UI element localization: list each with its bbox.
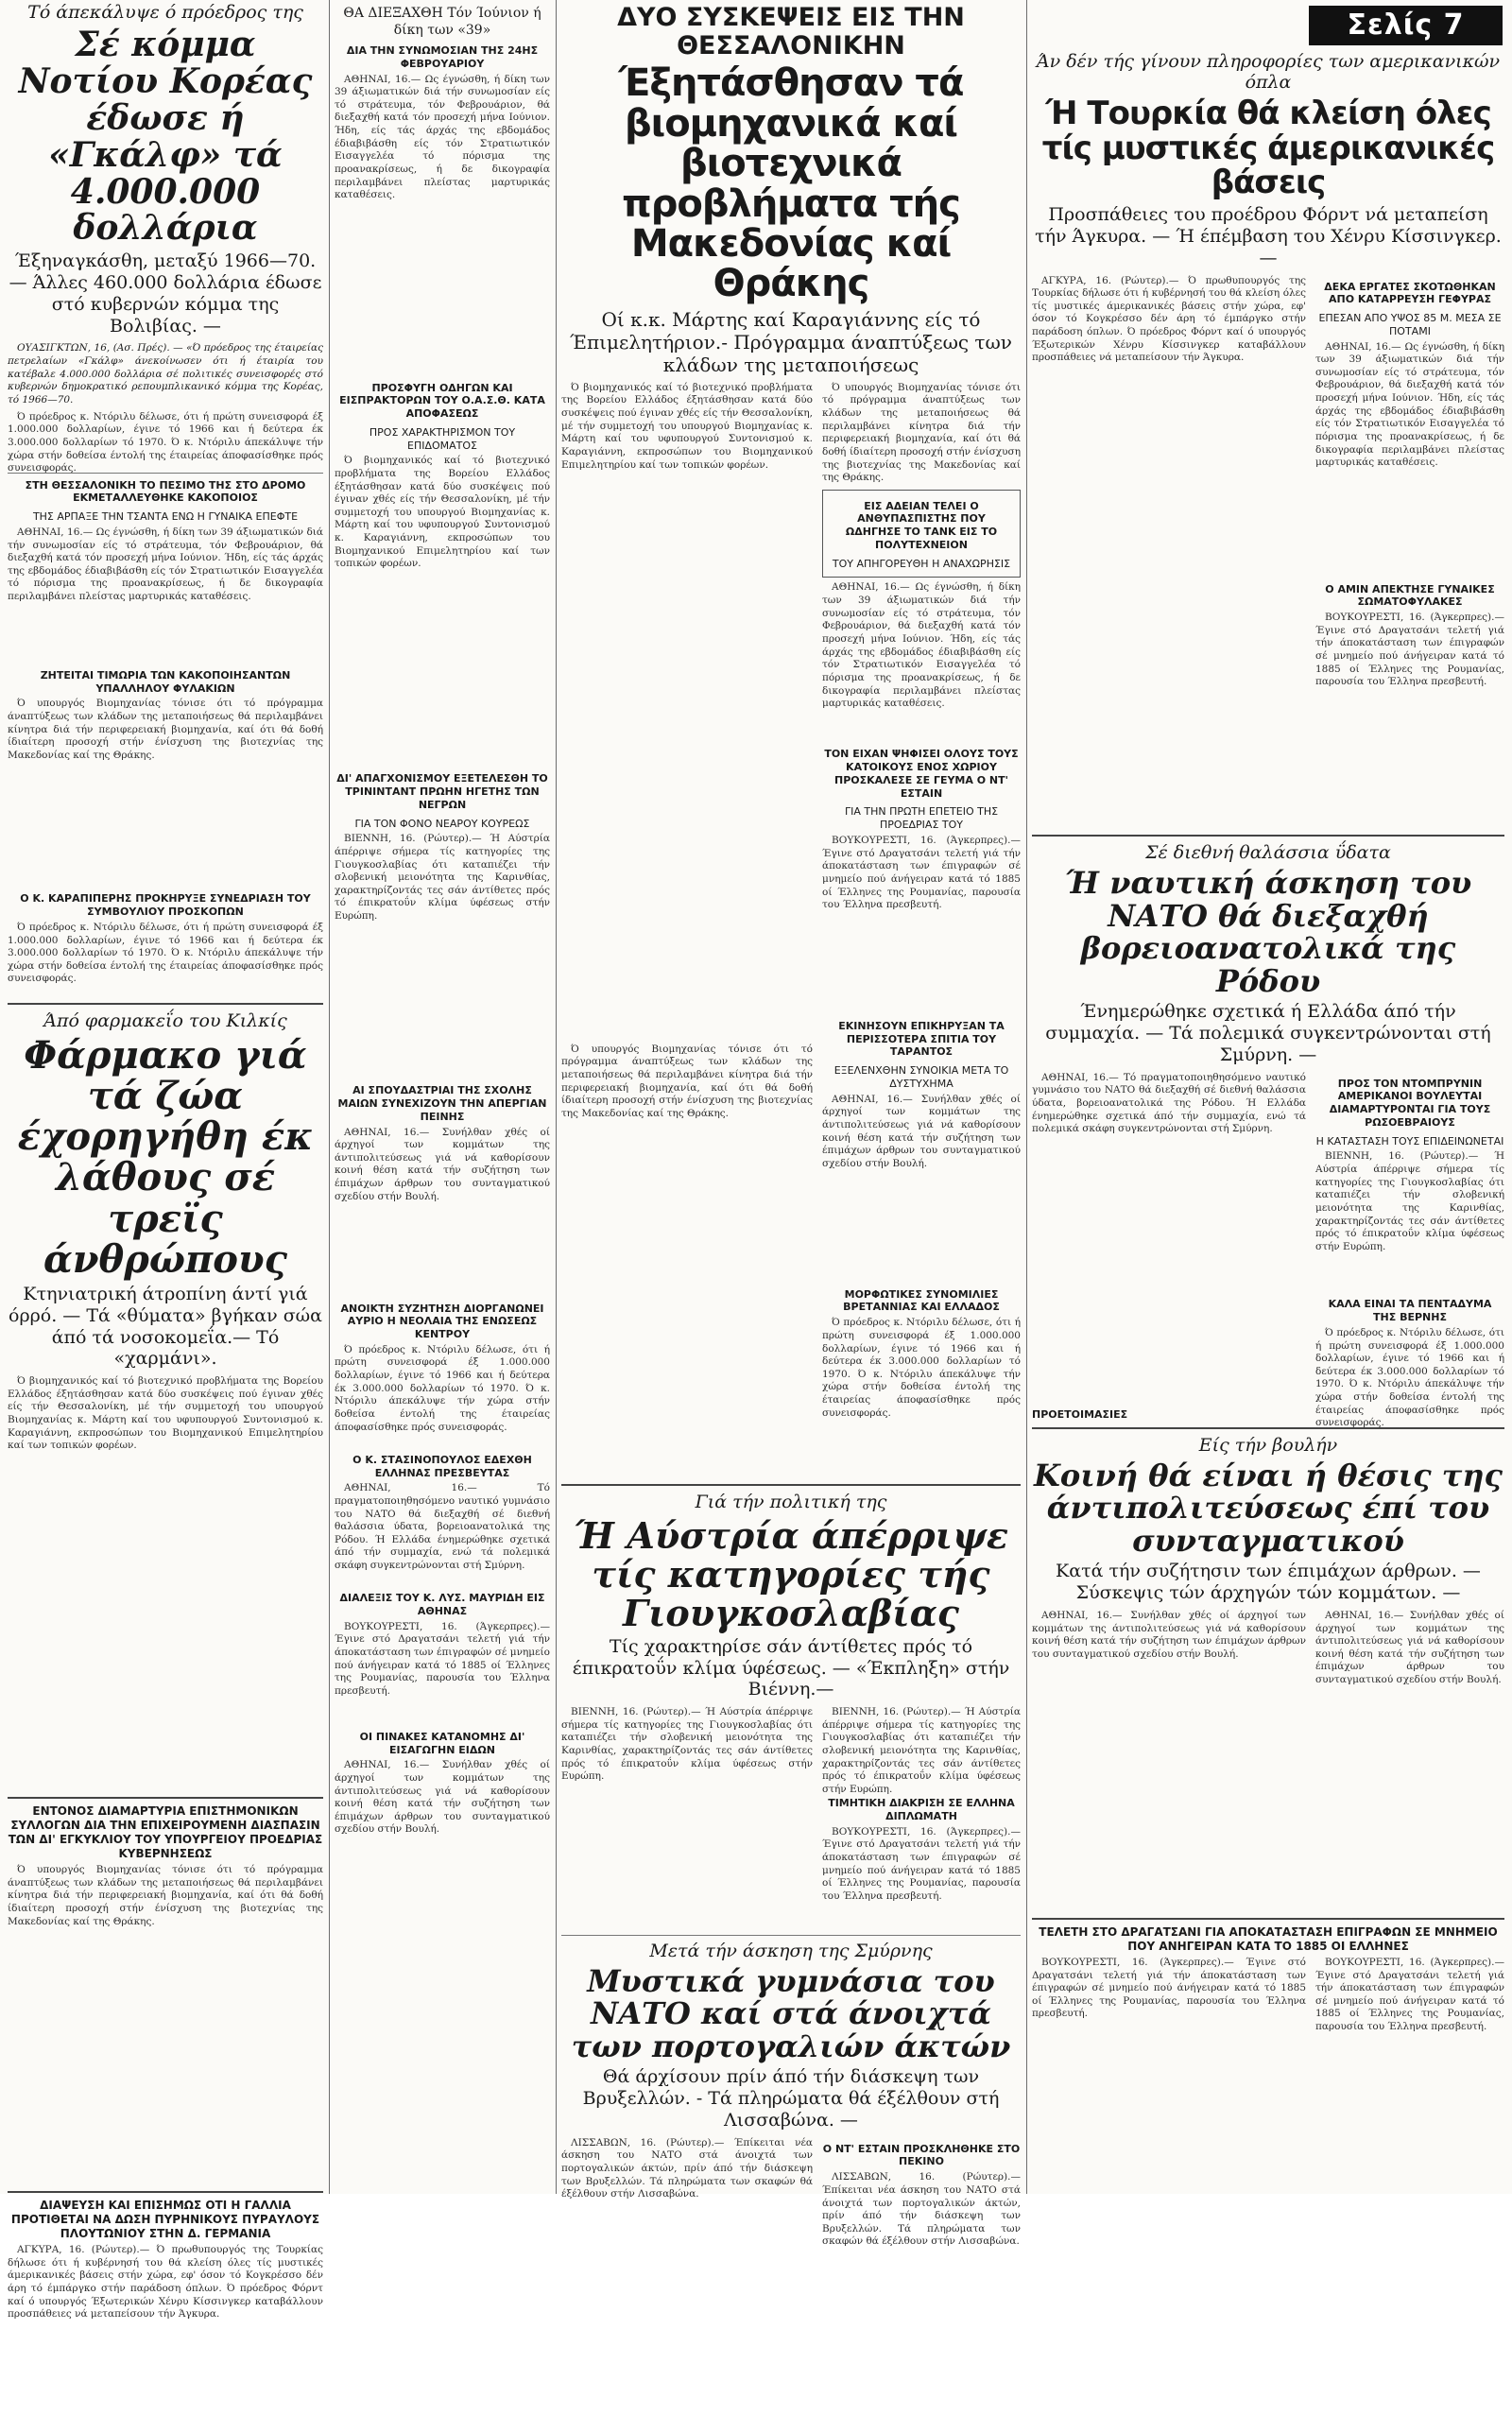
article-body: ΑΓΚΥΡΑ, 16. (Ρώυτερ).— Ό πρωθυπουργός της Τουρκίας δήλωσε ότι ή κυβέρνησή του θά κλείση όλες τίς μυστικές άμερικανικές βάσεις στήν χώρα, εφ' όσον τό Κογκρέσσο δέν άρη τό έμπάργκο στήν παράδοση όπλων. Ό πρόεδρος Φόρντ καί ό υπουργός Έξωτερικών Χένρυ Κίσσινγκερ καταβάλλουν προσπάθειες νά μεταπείσουν τήν Άγκυρα. [1032, 274, 1306, 364]
sub-headline: ΔΕΚΑ ΕΡΓΑΤΕΣ ΣΚΟΤΩΘΗΚΑΝ ΑΠΟ ΚΑΤΑΡΡΕΥΣΗ ΓΕΦΥΡΑΣ [1324, 280, 1496, 306]
article-body: Ό υπουργός Βιομηχανίας τόνισε ότι τό πρόγραμμα άναπτύξεως των κλάδων της μεταποιήσεως θά περιλαμβάνει κίνητρα διά τήν περιφερειακή βιομηχανία, καί ότι θά δοθή ίδιαίτερη προσοχή στήν ένίσχυση της βιοτεχνίας της Μακεδονίας καί της Θράκης. [561, 1043, 813, 1119]
column-rule [1026, 0, 1027, 2194]
sub-headline: Ο ΑΜΙΝ ΑΠΕΚΤΗΣΕ ΓΥΝΑΙΚΕΣ ΣΩΜΑΤΟΦΥΛΑΚΕΣ [1325, 582, 1495, 609]
center-split-2 [561, 1706, 1021, 1930]
center-right-2 [822, 1706, 1021, 1930]
article-body: ΑΘΗΝΑΙ, 16.— Συνήλθαν χθές οί άρχηγοί των κομμάτων της άντιπολιτεύσεως γιά νά καθορίσουν κοινή θέση κατά τήν συζήτηση των έπιμάχων άρθρων του συνταγματικού σχεδίου στήν Βουλή. [1032, 1609, 1306, 1660]
boxed-story [822, 490, 1021, 578]
kicker: Άπό φαρμακεΐο του Κιλκίς [43, 1009, 287, 1031]
article-body: ΒΟΥΚΟΥΡΕΣΤΙ, 16. (Άγκερπρες).— Έγινε στό Δραγατσάνι τελετή γιά τήν άποκατάσταση των έπιγραφών σέ μνημείο πού άνήγειραν κατά τό 1885 οί Έλληνες της Ρουμανίας, παρουσία του Έλληνα πρεσβευτή. [1032, 1956, 1306, 2020]
dateline: ΟΥΑΣΙΓΚΤΩΝ, 16, (Ασ. Πρές). — «Ό πρόεδρος της έταιρείας πετρελαίων «Γκάλφ» άνεκοίνωσεν ότι ή έταιρία του κατέβαλε 4.000.000 δολλάρια σέ πολιτικές συνεισφορές στό κυβερνών δημοκρατικό ρεπουμπλικανικό κόμμα της Κορέας, τό 1966—70. [8, 342, 323, 406]
center-right-3 [822, 2137, 1021, 2286]
sub-headline: ΕΠΕΣΑΝ ΑΠΟ ΥΨΟΣ 85 Μ. ΜΕΣΑ ΣΕ ΠΟΤΑΜΙ [1318, 312, 1502, 337]
sub-headline: ΤΗΣ ΑΡΠΑΞΕ ΤΗΝ ΤΣΑΝΤΑ ΕΝΩ Η ΓΥΝΑΙΚΑ ΕΠΕΦΤΕ [32, 510, 299, 524]
article-body: ΛΙΣΣΑΒΩΝ, 16. (Ρώυτερ).— Έπίκειται νέα άσκηση του ΝΑΤΟ στά άνοιχτά των πορτογαλικών άκτών, πρίν άπό τήν διάσκεψη των Βρυξελλών. Τά πληρώματα των σκαφών θά έξέλθουν στήν Λισσαβώνα. [561, 2136, 813, 2200]
kicker: Σέ διεθνή θαλάσσια ΰδατα [1145, 842, 1391, 864]
headline: Ή Τουρκία θά κλείση όλες τίς μυστικές άμερικανικές βάσεις [1041, 95, 1495, 202]
sub-headline: ΘΑ ΔΙΕΞΑΧΘΗ Τόν Ίούνιον ή δίκη των «39» [343, 6, 541, 38]
article-body: ΑΘΗΝΑΙ, 16.— Ως έγνώσθη, ή δίκη των 39 άξιωματικών διά τήν συνωμοσίαν είς τό στράτευμα, τόν Φεβρουάριον, θά διεξαχθή κατά τόν προσεχή μήνα Ιούνιον. Ήδη, είς τάς άρχάς της εβδομάδος έδιαβιβάσθη είς τόν Στρατιωτικόν Εισαγγελέα τό πόρισμα της προανακρίσεως, ή δε δικογραφία περιλαμβάνει πλείστας μαρτυρικάς καταθέσεις. [822, 581, 1021, 710]
article-body: ΒΟΥΚΟΥΡΕΣΤΙ, 16. (Άγκερπρες).— Έγινε στό Δραγατσάνι τελετή γιά τήν άποκατάσταση των έπιγραφών σέ μνημείο πού άνήγειραν κατά τό 1885 οί Έλληνες της Ρουμανίας, παρουσία του Έλληνα πρεσβευτή. [1315, 612, 1504, 688]
divider [1032, 835, 1504, 837]
center-split-3 [561, 2137, 1021, 2286]
kicker: Τό άπεκάλυψε ό πρόεδρος της [27, 2, 303, 23]
article-body: ΒΟΥΚΟΥΡΕΣΤΙ, 16. (Άγκερπρες).— Έγινε στό Δραγατσάνι τελετή γιά τήν άποκατάσταση των έπιγραφών σέ μνημείο πού άνήγειραν κατά τό 1885 οί Έλληνες της Ρουμανίας, παρουσία του Έλληνα πρεσβευτή. [822, 1825, 1021, 1902]
kicker: Μετά τήν άσκηση της Σμύρνης [649, 1940, 933, 1961]
column-1 [8, 0, 323, 2321]
sub-headline: ΤΟΥ ΑΠΗΓΟΡΕΥΘΗ Η ΑΝΑΧΩΡΗΣΙΣ [832, 557, 1011, 570]
article-body: ΑΘΗΝΑΙ, 16.— Συνήλθαν χθές οί άρχηγοί των κομμάτων της άντιπολιτεύσεως γιά νά καθορίσουν κοινή θέση κατά τήν συζήτηση των έπιμάχων άρθρων του συνταγματικού σχεδίου στήν Βουλή. [335, 1126, 550, 1202]
kicker: Άν δέν τής γίνουν πληροφορίες των αμερικανικών όπλα [1036, 51, 1501, 93]
page-number-badge: Σελίς 7 [1309, 6, 1503, 45]
sub-headline: ΕΝΤΟΝΟΣ ΔΙΑΜΑΡΤΥΡΙΑ ΕΠΙΣΤΗΜΟΝΙΚΩΝ ΣΥΛΛΟΓΩΝ ΔΙΑ ΤΗΝ ΕΠΙΧΕΙΡΟΥΜΕΝΗ ΔΙΑΣΠΑΣΙΝ ΤΩΝ ΔΙ' ΕΓΚΥΚΛΙΟΥ ΤΟΥ ΥΠΟΥΡΓΕΙΟΥ ΠΡΟΕΔΡΙΑΣ ΚΥΒΕΡΝΗΣΕΩΣ [8, 1804, 323, 1861]
sub-headline: ΕΚΙΝΗΣΟΥΝ ΕΠΙΚΗΡΥΞΑΝ ΤΑ ΠΕΡΙΣΣΟΤΕΡΑ ΣΠΙΤΙΑ ΤΟΥ ΤΑΡΑΝΤΟΣ [838, 1019, 1005, 1059]
article-body: ΒΙΕΝΝΗ, 16. (Ρώυτερ).— Ή Αύστρία άπέρριψε σήμερα τίς κατηγορίες της Γιουγκοσλαβίας ότι καταπιέζει τήν σλοβενική μειονότητα της Καρινθίας, χαρακτηρίζοντάς τες σάν άντίθετες πρός τό έπικρατοΰν κλίμα ύφέσεως στήν Ευρώπη. [335, 833, 550, 923]
sub-headline: Ο Κ. ΣΤΑΣΙΝΟΠΟΥΛΟΣ ΕΔΕΧΘΗ ΕΛΛΗΝΑΣ ΠΡΕΣΒΕΥΤΑΣ [352, 1453, 532, 1479]
right-sidebar [1315, 275, 1504, 830]
sub-headline: ΠΡΟΕΤΟΙΜΑΣΙΕΣ [1032, 1407, 1128, 1421]
deck: Κτηνιατρική άτροπίνη άντί γιά όρρό. — Τά «θύματα» βγήκαν σώα άπό τά νοσοκομεΐα.— Τό «χαρμάνι». [9, 1284, 322, 1370]
article-body: ΑΘΗΝΑΙ, 16.— Συνήλθαν χθές οί άρχηγοί των κομμάτων της άντιπολιτεύσεως γιά νά καθορίσουν κοινή θέση κατά τήν συζήτηση των έπιμάχων άρθρων του συνταγματικού σχεδίου στήν Βουλή. [1315, 1609, 1504, 1686]
divider [8, 1003, 323, 1005]
sub-headline: ΠΡΟΣ ΧΑΡΑΚΤΗΡΙΣΜΟΝ ΤΟΥ ΕΠΙΔΟΜΑΤΟΣ [369, 425, 516, 452]
kicker: Είς τήν βουλήν [1198, 1434, 1338, 1456]
headline: ΔΥΟ ΣΥΣΚΕΨΕΙΣ ΕΙΣ ΤΗΝ ΘΕΣΣΑΛΟΝΙΚΗΝ [617, 3, 965, 60]
right-split [1032, 275, 1504, 830]
deck: Ένημερώθηκε σχετικά ή Ελλάδα άπό τήν συμμαχία. — Τά πολεμικά συγκεντρώνονται στή Σμύρνη. — [1045, 1001, 1491, 1065]
article-body: Ό βιομηχανικός καί τό βιοτεχνικό προβλήματα της Βορείου Ελλάδος έξητάσθησαν κατά δύο συσκέψεις πού έγιναν χθές είς τήν Θεσσαλονίκη, μέ τήν συμμετοχή του υπουργού Βιομηχανίας κ. Μάρτη καί του υφυπουργού Συντονισμού κ. Καραγιάννη, εκπροσώπων του Βιομηχανικού Επιμελητηρίου καί των τοπικών φορέων. [561, 381, 813, 471]
headline: Φάρμακο γιά τά ζώα έχορηγήθη έκ λάθους σέ τρεϊς άνθρώπους [17, 1032, 314, 1282]
column-center [561, 0, 1021, 2248]
sub-headline: ΔΙΑΨΕΥΣΗ ΚΑΙ ΕΠΙΣΗΜΩΣ ΟΤΙ Η ΓΑΛΛΙΑ ΠΡΟΤΙΘΕΤΑΙ ΝΑ ΔΩΣΗ ΠΥΡΗΝΙΚΟΥΣ ΠΥΡΑΥΛΟΥΣ ΠΛΟΥΤΩΝΙΟΥ ΣΤΗΝ Δ. ΓΕΡΜΑΝΙΑ [10, 2199, 320, 2241]
article-body: ΑΘΗΝΑΙ, 16.— Ως έγνώσθη, ή δίκη των 39 άξιωματικών διά τήν συνωμοσίαν είς τό στράτευμα, τόν Φεβρουάριον, θά διεξαχθή κατά τόν προσεχή μήνα Ιούνιον. Ήδη, είς τάς άρχάς της εβδομάδος έδιαβιβάσθη είς τόν Στρατιωτικόν Εισαγγελέα τό πόρισμα της προανακρίσεως, ή δε δικογραφία περιλαμβάνει πλείστας μαρτυρικάς καταθέσεις. [8, 526, 323, 603]
divider [8, 2191, 323, 2193]
sub-headline: ΓΙΑ ΤΗΝ ΠΡΩΤΗ ΕΠΕΤΕΙΟ ΤΗΣ ΠΡΟΕΔΡΙΑΣ ΤΟΥ [844, 805, 999, 832]
divider [8, 1797, 323, 1799]
article-body: ΒΟΥΚΟΥΡΕΣΤΙ, 16. (Άγκερπρες).— Έγινε στό Δραγατσάνι τελετή γιά τήν άποκατάσταση των έπιγραφών σέ μνημείο πού άνήγειραν κατά τό 1885 οί Έλληνες της Ρουμανίας, παρουσία του Έλληνα πρεσβευτή. [1315, 1956, 1504, 2033]
deck: Κατά τήν συζήτησιν των έπιμάχων άρθρων. — Σύσκεψις τών άρχηγών τών κομμάτων. — [1056, 1561, 1481, 1604]
article-body: Ό βιομηχανικός καί τό βιοτεχνικό προβλήματα της Βορείου Ελλάδος έξητάσθησαν κατά δύο συσκέψεις πού έγιναν χθές είς τήν Θεσσαλονίκη, μέ τήν συμμετοχή του υπουργού Βιομηχανίας κ. Μάρτη καί του υφυπουργού Συντονισμού κ. Καραγιάννη, εκπροσώπων του Βιομηχανικού Επιμελητηρίου καί των τοπικών φορέων. [335, 455, 550, 570]
article-body: Ό πρόεδρος κ. Ντόριλυ δέλωσε, ότι ή πρώτη συνεισφορά έξ 1.000.000 δολλαρίων, έγινε τό 1966 και ή δεύτερα έκ 3.000.000 δολλαρίων τό 1970. Ό κ. Ντόριλυ άπεκάλυψε τήν χώρα στήν δοθείσα έντολή της έταιρείας άποφασίσθηκε πρός συνεισφοράς. [335, 1343, 550, 1433]
center-left [561, 382, 813, 1478]
deck: Οί κ.κ. Μάρτης καί Καραγιάννης είς τό Έπιμελητήριον.- Πρόγραμμα άναπτύξεως των κλάδων της μεταποιήσεως [570, 307, 1012, 376]
sub-headline: ΓΙΑ ΤΟΝ ΦΟΝΟ ΝΕΑΡΟΥ ΚΟΥΡΕΩΣ [354, 817, 530, 830]
article-body: Ό πρόεδρος κ. Ντόριλυ δέλωσε, ότι ή πρώτη συνεισφορά έξ 1.000.000 δολλαρίων, έγινε τό 1966 και ή δεύτερα έκ 3.000.000 δολλαρίων τό 1970. Ό κ. Ντόριλυ άπεκάλυψε τήν χώρα στήν δοθείσα έντολή της έταιρείας άποφασίσθηκε πρός συνεισφοράς. [822, 1317, 1021, 1419]
sub-headline: ΔΙΑΛΕΞΙΣ ΤΟΥ Κ. ΛΥΣ. ΜΑΥΡΙΔΗ ΕΙΣ ΑΘΗΝΑΣ [339, 1592, 545, 1617]
article-body: ΑΘΗΝΑΙ, 16.— Συνήλθαν χθές οί άρχηγοί των κομμάτων της άντιπολιτεύσεως γιά νά καθορίσουν κοινή θέση κατά τήν συζήτηση των έπιμάχων άρθρων του συνταγματικού σχεδίου στήν Βουλή. [335, 1759, 550, 1836]
sub-headline: ΤΟΝ ΕΙΧΑΝ ΨΗΦΙΣΕΙ ΟΛΟΥΣ ΤΟΥΣ ΚΑΤΟΙΚΟΥΣ ΕΝΟΣ ΧΩΡΙΟΥ ΠΡΟΣΚΑΛΕΣΕ ΣΕ ΓΕΥΜΑ Ο ΝΤ' ΕΣΤΑΙΝ [824, 748, 1019, 800]
column-rule [329, 0, 330, 2194]
sub-headline: ΑΙ ΣΠΟΥΔΑΣΤΡΙΑΙ ΤΗΣ ΣΧΟΛΗΣ ΜΑΙΩΝ ΣΥΝΕΧΙΖΟΥΝ ΤΗΝ ΑΠΕΡΓΙΑΝ ΠΕΙΝΗΣ [337, 1084, 547, 1123]
divider [561, 1935, 1021, 1936]
divider [561, 1484, 1021, 1486]
sub-headline: ΚΑΛΑ ΕΙΝΑΙ ΤΑ ΠΕΝΤΑΔΥΜΑ ΤΗΣ ΒΕΡΝΗΣ [1328, 1298, 1492, 1324]
sub-headline: ΠΡΟΣ ΤΟΝ ΝΤΟΜΠΡΥΝΙΝ ΑΜΕΡΙΚΑΝΟΙ ΒΟΥΛΕΥΤΑΙ ΔΙΑΜΑΡΤΥΡΟΝΤΑΙ ΓΙΑ ΤΟΥΣ ΡΩΣΟΕΒΡΑΙΟΥΣ [1329, 1077, 1491, 1129]
sub-headline: Η ΚΑΤΑΣΤΑΣΗ ΤΟΥΣ ΕΠΙΔΕΙΝΩΝΕΤΑΙ [1315, 1134, 1504, 1147]
article-body: Ό πρόεδρος κ. Ντόριλυ δέλωσε, ότι ή πρώτη συνεισφορά έξ 1.000.000 δολλαρίων, έγινε τό 1966 και ή δεύτερα έκ 3.000.000 δολλαρίων τό 1970. Ό κ. Ντόριλυ άπεκάλυψε τήν χώρα στήν δοθείσα έντολή της έταιρείας άποφασίσθηκε πρός συνεισφοράς. [8, 921, 323, 985]
right-sidebar-2 [1315, 1072, 1504, 1429]
headline: Έξητάσθησαν τά βιομηχανικά καί βιοτεχνικά προβλήματα τής Μακεδονίας καί Θράκης [618, 61, 964, 306]
sub-headline: ΠΡΟΣΦΥΓΗ ΟΔΗΓΩΝ ΚΑΙ ΕΙΣΠΡΑΚΤΟΡΩΝ ΤΟΥ Ο.Α.Σ.Θ. ΚΑΤΑ ΑΠΟΦΑΣΕΩΣ [339, 381, 545, 420]
sub-headline: ΔΙΑ ΤΗΝ ΣΥΝΩΜΟΣΙΑΝ ΤΗΣ 24ΗΣ ΦΕΒΡΟΥΑΡΙΟΥ [346, 44, 539, 70]
sub-headline: ΤΕΛΕΤΗ ΣΤΟ ΔΡΑΓΑΤΣΑΝΙ ΓΙΑ ΑΠΟΚΑΤΑΣΤΑΣΗ ΕΠΙΓΡΑΦΩΝ ΣΕ ΜΝΗΜΕΙΟ ΠΟΥ ΑΝΗΓΕΙΡΑΝ ΚΑΤΑ ΤΟ 1885 ΟΙ ΕΛΛΗΝΕΣ [1039, 1924, 1498, 1953]
article-body: ΑΘΗΝΑΙ, 16.— Συνήλθαν χθές οί άρχηγοί των κομμάτων της άντιπολιτεύσεως γιά νά καθορίσουν κοινή θέση κατά τήν συζήτηση των έπιμάχων άρθρων του συνταγματικού σχεδίου στήν Βουλή. [822, 1093, 1021, 1169]
divider [1032, 1918, 1504, 1920]
article-body: ΛΙΣΣΑΒΩΝ, 16. (Ρώυτερ).— Έπίκειται νέα άσκηση του ΝΑΤΟ στά άνοιχτά των πορτογαλικών άκτών, πρίν άπό τήν διάσκεψη των Βρυξελλών. Τά πληρώματα των σκαφών θά έξέλθουν στήν Λισσαβώνα. [822, 2171, 1021, 2248]
center-right [822, 382, 1021, 1478]
headline: Μυστικά γυμνάσια του ΝΑΤΟ καί στά άνοιχτά των πορτογαλιών άκτών [571, 1962, 1011, 2064]
divider [1032, 1427, 1504, 1429]
sub-headline: ΔΙ' ΑΠΑΓΧΟΝΙΣΜΟΥ ΕΞΕΤΕΛΕΣΘΗ ΤΟ ΤΡΙΝΙΝΤΑΝΤ ΠΡΩΗΝ ΗΓΕΤΗΣ ΤΩΝ ΝΕΓΡΩΝ [336, 772, 548, 811]
sub-headline: ΖΗΤΕΙΤΑΙ ΤΙΜΩΡΙΑ ΤΩΝ ΚΑΚΟΠΟΙΗΣΑΝΤΩΝ ΥΠΑΛΛΗΛΟΥ ΦΥΛΑΚΙΩΝ [40, 668, 291, 695]
column-rule [556, 0, 557, 2194]
article-body: ΑΘΗΝΑΙ, 16.— Ως έγνώσθη, ή δίκη των 39 άξιωματικών διά τήν συνωμοσίαν είς τό στράτευμα, τόν Φεβρουάριον, θά διεξαχθή κατά τόν προσεχή μήνα Ιούνιον. Ήδη, είς τάς άρχάς της εβδομάδος έδιαβιβάσθη είς τόν Στρατιωτικόν Εισαγγελέα τό πόρισμα της προανακρίσεως, ή δε δικογραφία περιλαμβάνει πλείστας μαρτυρικάς καταθέσεις. [1315, 340, 1504, 469]
sub-headline: Ο ΝΤ' ΕΣΤΑΙΝ ΠΡΟΣΚΛΗΘΗΚΕ ΣΤΟ ΠΕΚΙΝΟ [822, 2142, 1021, 2168]
deck: Έξηναγκάσθη, μεταξύ 1966—70. — Άλλες 460.000 δολλάρια έδωσε στό κυβερνών κόμμα της Βολιβίας. — [9, 250, 322, 336]
headline: Ή Αύστρία άπέρριψε τίς κατηγορίες τής Γιουγκοσλαβίας [574, 1513, 1008, 1634]
article-body: ΑΓΚΥΡΑ, 16. (Ρώυτερ).— Ό πρωθυπουργός της Τουρκίας δήλωσε ότι ή κυβέρνησή του θά κλείση όλες τίς μυστικές άμερικανικές βάσεις στήν χώρα, εφ' όσον τό Κογκρέσσο δέν άρη τό έμπάργκο στήν παράδοση όπλων. Ό πρόεδρος Φόρντ καί ό υπουργός Έξωτερικών Χένρυ Κίσσινγκερ καταβάλλουν προσπάθειες νά μεταπείσουν τήν Άγκυρα. [8, 2244, 323, 2321]
kicker: Γιά τήν πολιτική της [695, 1491, 887, 1512]
center-split [561, 382, 1021, 1478]
article-body: Ό υπουργός Βιομηχανίας τόνισε ότι τό πρόγραμμα άναπτύξεως των κλάδων της μεταποιήσεως θά περιλαμβάνει κίνητρα διά τήν περιφερειακή βιομηχανία, καί ότι θά δοθή ίδιαίτερη προσοχή στήν ένίσχυση της βιοτεχνίας της Μακεδονίας καί της Θράκης. [8, 698, 323, 761]
article-body: ΑΘΗΝΑΙ, 16.— Τό πραγματοποιηθησόμενο ναυτικό γυμνάσιο του ΝΑΤΟ θά διεξαχθή σέ διεθνή θαλάσσια ύδατα, βορειοανατολικά της Ρόδου. Ή Ελλάδα ένημερώθηκε σχετικά άπό τήν συμμαχία, ενώ τά πολεμικά σκάφη συγκεντρώνονται στή Σμύρνη. [335, 1482, 550, 1572]
sub-headline: ΕΞΕΛΕΝΧΘΗΝ ΣΥΝΟΙΚΙΑ ΜΕΤΑ ΤΟ ΔΥΣΤΥΧΗΜΑ [833, 1064, 1009, 1090]
column-5 [1032, 49, 1504, 2194]
sub-headline: ΜΟΡΦΩΤΙΚΕΣ ΣΥΝΟΜΙΛΙΕΣ ΒΡΕΤΑΝΝΙΑΣ ΚΑΙ ΕΛΛΑΔΟΣ [843, 1287, 1000, 1314]
article-body: Ό βιομηχανικός καί τό βιοτεχνικό προβλήματα της Βορείου Ελλάδος έξητάσθησαν κατά δύο συσκέψεις πού έγιναν χθές είς τήν Θεσσαλονίκη, μέ τήν συμμετοχή του υπουργού Βιομηχανίας κ. Μάρτη καί του υφυπουργού Συντονισμού κ. Καραγιάννη, εκπροσώπων του Βιομηχανικού Επιμελητηρίου καί των τοπικών φορέων. [8, 1375, 323, 1452]
sub-headline: ΑΝΟΙΚΤΗ ΣΥΖΗΤΗΣΗ ΔΙΟΡΓΑΝΩΝΕΙ ΑΥΡΙΟ Η ΝΕΟΛΑΙΑ ΤΗΣ ΕΝΩΣΕΩΣ ΚΕΝΤΡΟΥ [340, 1302, 544, 1340]
deck: Θά άρχίσουν πρίν άπό τήν διάσκεψη των Βρυξελλών. - Τά πληρώματα θά έξέλθουν στή Λισσαβώνα. — [582, 2066, 1000, 2131]
article-body: Ό υπουργός Βιομηχανίας τόνισε ότι τό πρόγραμμα άναπτύξεως των κλάδων της μεταποιήσεως θά περιλαμβάνει κίνητρα διά τήν περιφερειακή βιομηχανία, καί ότι θά δοθή ίδιαίτερη προσοχή στήν ένίσχυση της βιοτεχνίας της Μακεδονίας καί της Θράκης. [8, 1864, 323, 1927]
sub-headline: ΟΙ ΠΙΝΑΚΕΣ ΚΑΤΑΝΟΜΗΣ ΔΙ' ΕΙΣΑΓΩΓΗΝ ΕΙΔΩΝ [359, 1730, 525, 1756]
article-body: Ό πρόεδρος κ. Ντόριλυ δέλωσε, ότι ή πρώτη συνεισφορά έξ 1.000.000 δολλαρίων, έγινε τό 1966 και ή δεύτερα έκ 3.000.000 δολλαρίων τό 1970. Ό κ. Ντόριλυ άπεκάλυψε τήν χώρα στήν δοθείσα έντολή της έταιρείας άποφασίσθηκε πρός συνεισφοράς. [1315, 1326, 1504, 1429]
column-2 [335, 0, 550, 2194]
article-body: ΑΘΗΝΑΙ, 16.— Ως έγνώσθη, ή δίκη των 39 άξιωματικών διά τήν συνωμοσίαν είς τό στράτευμα, τόν Φεβρουάριον, θά διεξαχθή κατά τόν προσεχή μήνα Ιούνιον. Ήδη, είς τάς άρχάς της εβδομάδος έδιαβιβάσθη είς τόν Στρατιωτικόν Εισαγγελέα τό πόρισμα της προανακρίσεως, ή δε δικογραφία περιλαμβάνει πλείστας μαρτυρικάς καταθέσεις. [335, 73, 550, 201]
article-body: Ό υπουργός Βιομηχανίας τόνισε ότι τό πρόγραμμα άναπτύξεως των κλάδων της μεταποιήσεως θά περιλαμβάνει κίνητρα διά τήν περιφερειακή βιομηχανία, καί ότι θά δοθή ίδιαίτερη προσοχή στήν ένίσχυση της βιοτεχνίας της Μακεδονίας καί της Θράκης. [822, 381, 1021, 484]
sub-headline: ΕΙΣ ΑΔΕΙΑΝ ΤΕΛΕΙ Ο ΑΝΘΥΠΑΣΠΙΣΤΗΣ ΠΟΥ ΩΔΗΓΗΣΕ ΤΟ ΤΑΝΚ ΕΙΣ ΤΟ ΠΟΛΥΤΕΧΝΕΙΟΝ [845, 499, 998, 551]
sub-headline: ΤΙΜΗΤΙΚΗ ΔΙΑΚΡΙΣΗ ΣΕ ΕΛΛΗΝΑ ΔΙΠΛΩΜΑΤΗ [828, 1797, 1015, 1822]
article-body: ΒΙΕΝΝΗ, 16. (Ρώυτερ).— Ή Αύστρία άπέρριψε σήμερα τίς κατηγορίες της Γιουγκοσλαβίας ότι καταπιέζει τήν σλοβενική μειονότητα της Καρινθίας, χαρακτηρίζοντάς τες σάν άντίθετες πρός τό έπικρατοΰν κλίμα ύφέσεως στήν Ευρώπη. [822, 1706, 1021, 1796]
headline: Κοινή θά είναι ή θέσις της άντιπολιτεύσεως έπί του συνταγματικού [1034, 1457, 1503, 1559]
sub-headline: ΣΤΗ ΘΕΣΣΑΛΟΝΙΚΗ ΤΟ ΠΕΣΙΜΟ ΤΗΣ ΣΤΟ ΔΡΟΜΟ ΕΚΜΕΤΑΛΛΕΥΘΗΚΕ ΚΑΚΟΠΟΙΟΣ [25, 478, 306, 505]
article-body: ΒΙΕΝΝΗ, 16. (Ρώυτερ).— Ή Αύστρία άπέρριψε σήμερα τίς κατηγορίες της Γιουγκοσλαβίας ότι καταπιέζει τήν σλοβενική μειονότητα της Καρινθίας, χαρακτηρίζοντάς τες σάν άντίθετες πρός τό έπικρατοΰν κλίμα ύφέσεως στήν Ευρώπη. [1315, 1150, 1504, 1252]
article-body: ΒΟΥΚΟΥΡΕΣΤΙ, 16. (Άγκερπρες).— Έγινε στό Δραγατσάνι τελετή γιά τήν άποκατάσταση των έπιγραφών σέ μνημείο πού άνήγειραν κατά τό 1885 οί Έλληνες της Ρουμανίας, παρουσία του Έλληνα πρεσβευτή. [822, 834, 1021, 911]
right-split-4 [1032, 1957, 1504, 2098]
deck: Προσπάθειες του προέδρου Φόρντ νά μεταπείση τήν Άγκυρα. — Ή έπέμβαση του Χένρυ Κίσσινγκερ. — [1035, 204, 1502, 268]
article-body: ΑΘΗΝΑΙ, 16.— Τό πραγματοποιηθησόμενο ναυτικό γυμνάσιο του ΝΑΤΟ θά διεξαχθή σέ διεθνή θαλάσσια ύδατα, βορειοανατολικά της Ρόδου. Ή Ελλάδα ένημερώθηκε σχετικά άπό τήν συμμαχία, ενώ τά πολεμικά σκάφη συγκεντρώνονται στή Σμύρνη. [1032, 1071, 1306, 1135]
article-body: Ό πρόεδρος κ. Ντόριλυ δέλωσε, ότι ή πρώτη συνεισφορά έξ 1.000.000 δολλαρίων, έγινε τό 1966 και ή δεύτερα έκ 3.000.000 δολλαρίων τό 1970. Ό κ. Ντόριλυ άπεκάλυψε τήν χώρα στήν δοθείσα έντολή της έταιρείας άποφασίσθηκε πρός συνεισφοράς. [8, 410, 323, 475]
right-split-3 [1032, 1610, 1504, 1912]
deck: Τίς χαρακτηρίσε σάν άντίθετες πρός τό έπικρατοΰν κλίμα ύφέσεως. — «Έκπληξη» στήν Βιέννη.— [572, 1635, 1010, 1700]
sub-headline: Ο Κ. ΚΑΡΑΠΙΠΕΡΗΣ ΠΡΟΚΗΡΥΞΕ ΣΥΝΕΔΡΙΑΣΗ ΤΟΥ ΣΥΜΒΟΥΛΙΟΥ ΠΡΟΣΚΟΠΩΝ [20, 892, 311, 919]
article-body: ΒΟΥΚΟΥΡΕΣΤΙ, 16. (Άγκερπρες).— Έγινε στό Δραγατσάνι τελετή γιά τήν άποκατάσταση των έπιγραφών σέ μνημείο πού άνήγειραν κατά τό 1885 οί Έλληνες της Ρουμανίας, παρουσία του Έλληνα πρεσβευτή. [335, 1620, 550, 1697]
headline: Σέ κόμμα Νοτίου Κορέας έδωσε ή «Γκάλφ» τά 4.000.000 δολλάρια [18, 25, 313, 249]
headline: Ή ναυτική άσκηση του ΝΑΤΟ θά διεξαχθή βορειοανατολικά της Ρόδου [1064, 865, 1472, 999]
article-body: ΒΙΕΝΝΗ, 16. (Ρώυτερ).— Ή Αύστρία άπέρριψε σήμερα τίς κατηγορίες της Γιουγκοσλαβίας ότι καταπιέζει τήν σλοβενική μειονότητα της Καρινθίας, χαρακτηρίζοντάς τες σάν άντίθετες πρός τό έπικρατοΰν κλίμα ύφέσεως στήν Ευρώπη. [561, 1706, 813, 1783]
